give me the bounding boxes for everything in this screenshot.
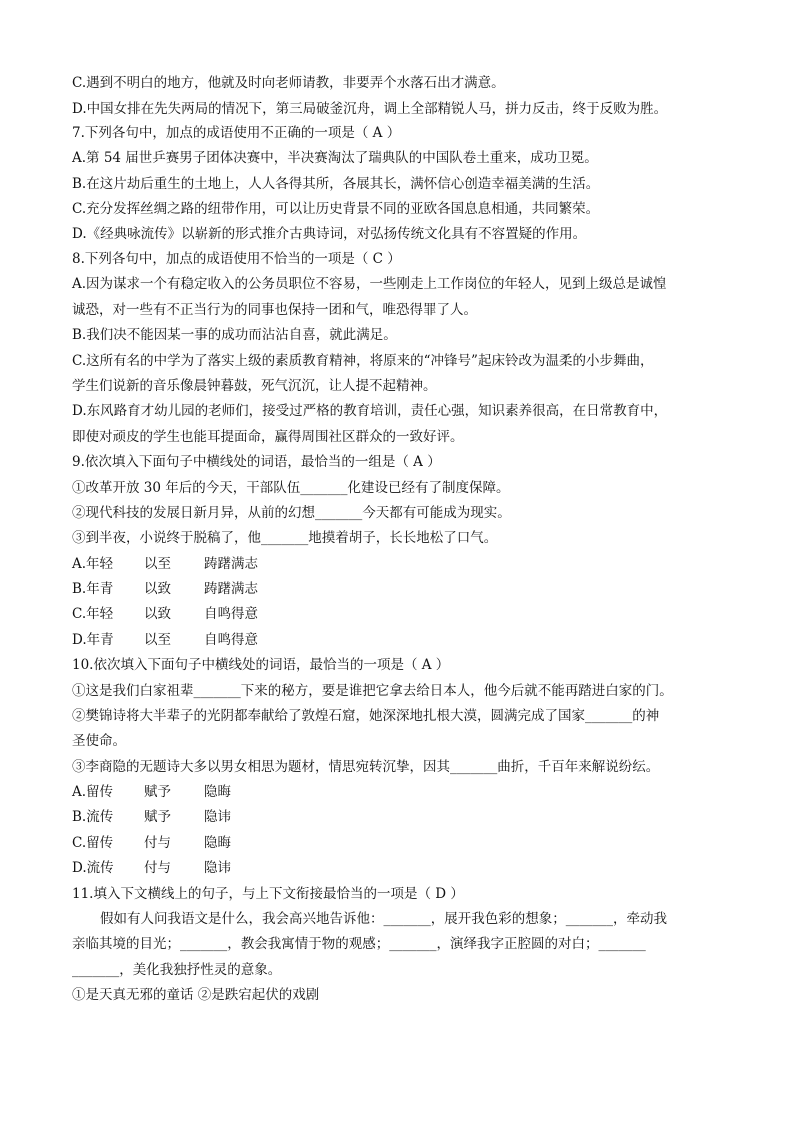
q8-stem: 8.下列各句中，加点的成语使用不恰当的一项是（ C ） — [72, 251, 401, 267]
q10-option-a — [72, 783, 732, 801]
option-word-2: 以至 — [144, 632, 171, 648]
option-word-2: 赋予 — [144, 809, 171, 825]
q11-passage-line-2: 亲临其境的目光；_______，教会我寓情于物的观感；_______，演绎我字正腔圆的对白；_______ — [72, 936, 646, 952]
option-word-2: 以至 — [144, 556, 171, 572]
option-word-1: A.留传 — [72, 784, 114, 800]
q7-option-a: A.第 54 届世乒赛男子团体决赛中，半决赛淘汰了瑞典队的中国队卷土重来，成功卫冕。 — [72, 150, 598, 166]
q7-option-c: C.充分发挥丝绸之路的纽带作用，可以让历史背景不同的亚欧各国息息相通，共同繁荣。 — [72, 201, 600, 217]
option-word-3: 自鸣得意 — [204, 606, 258, 622]
q8-option-c-cont: 学生们说新的音乐像晨钟暮鼓，死气沉沉，让人提不起精神。 — [72, 378, 437, 394]
q9-option-c — [72, 605, 732, 623]
option-word-3: 隐晦 — [204, 784, 231, 800]
option-word-3: 自鸣得意 — [204, 632, 258, 648]
option-word-1: D.年青 — [72, 632, 114, 648]
q11-passage-line-1: 假如有人问我语文是什么，我会高兴地告诉他：_______，展开我色彩的想象；_______，牵动我 — [100, 911, 667, 927]
q7-option-d: D.《经典咏流传》以崭新的形式推介古典诗词，对弘扬传统文化具有不容置疑的作用。 — [72, 226, 587, 242]
q10-option-b — [72, 808, 732, 826]
option-word-2: 付与 — [144, 835, 171, 851]
q10-sentence-2-cont: 圣使命。 — [72, 733, 126, 749]
q6-option-c: C.遇到不明白的地方，他就及时向老师请教，非要弄个水落石出才满意。 — [72, 75, 505, 91]
q7-stem: 7.下列各句中，加点的成语使用不正确的一项是（ A ） — [72, 125, 401, 141]
q7-option-b: B.在这片劫后重生的土地上，人人各得其所，各展其长，满怀信心创造幸福美满的生活。 — [72, 176, 600, 192]
option-word-1: A.年轻 — [72, 556, 114, 572]
option-word-1: C.留传 — [72, 835, 114, 851]
q11-passage-line-3: _______，美化我独抒性灵的意象。 — [72, 962, 282, 978]
q8-option-d: D.东风路育才幼儿园的老师们，接受过严格的教育培训，责任心强，知识素养很高，在日常教育中， — [72, 403, 668, 419]
option-word-3: 隐晦 — [204, 835, 231, 851]
q10-sentence-3: ③李商隐的无题诗大多以男女相思为题材，情思宛转沉挚，因其_______曲折，千百年来解说纷纭。 — [72, 759, 660, 775]
q8-option-a: A.因为谋求一个有稳定收入的公务员职位不容易，一些刚走上工作岗位的年轻人，见到上级总是诚惶 — [72, 276, 667, 292]
option-word-2: 以致 — [144, 581, 171, 597]
q10-sentence-1: ①这是我们白家祖辈_______下来的秘方，要是谁把它拿去给日本人，他今后就不能再踏进白家的门。 — [72, 683, 673, 699]
q9-sentence-3: ③到半夜，小说终于脱稿了，他_______地摸着胡子，长长地松了口气。 — [72, 530, 498, 546]
q9-option-b — [72, 580, 732, 598]
q11-stem: 11.填入下文横线上的句子，与上下文衔接最恰当的一项是（ D ） — [72, 886, 464, 902]
q10-stem: 10.依次填入下面句子中横线处的词语，最恰当的一项是（ A ） — [72, 657, 450, 673]
option-word-2: 赋予 — [144, 784, 171, 800]
q10-sentence-2: ②樊锦诗将大半辈子的光阴都奉献给了敦煌石窟，她深深地扎根大漠，圆满完成了国家_______的神 — [72, 708, 660, 724]
option-word-1: B.流传 — [72, 809, 114, 825]
q9-sentence-2: ②现代科技的发展日新月异，从前的幻想_______今天都有可能成为现实。 — [72, 505, 511, 521]
option-word-2: 以致 — [144, 606, 171, 622]
q9-option-a — [72, 555, 732, 573]
q8-option-c: C.这所有名的中学为了落实上级的素质教育精神，将原来的“冲锋号”起床铃改为温柔的小步舞曲， — [72, 353, 654, 369]
option-word-3: 踌躇满志 — [204, 581, 258, 597]
option-word-3: 隐讳 — [204, 860, 231, 876]
option-word-2: 付与 — [144, 860, 171, 876]
q9-sentence-1: ①改革开放 30 年后的今天，干部队伍_______化建设已经有了制度保障。 — [72, 480, 510, 496]
q8-option-b: B.我们决不能因某一事的成功而沾沾自喜，就此满足。 — [72, 327, 397, 343]
option-word-3: 隐讳 — [204, 809, 231, 825]
option-word-1: B.年青 — [72, 581, 114, 597]
option-word-3: 踌躇满志 — [204, 556, 258, 572]
q6-option-d: D.中国女排在先失两局的情况下，第三局破釜沉舟，调上全部精锐人马，拼力反击，终于反败为胜。 — [72, 101, 668, 117]
q8-option-a-cont: 诚恐，对一些有不正当行为的同事也保持一团和气，唯恐得罪了人。 — [72, 302, 477, 318]
q9-option-d — [72, 631, 732, 649]
q11-choices: ①是天真无邪的童话 ②是跌宕起伏的戏剧 — [72, 987, 320, 1003]
q10-option-c — [72, 834, 732, 852]
q8-option-d-cont: 即使对顽皮的学生也能耳提面命，赢得周围社区群众的一致好评。 — [72, 429, 464, 445]
option-word-1: D.流传 — [72, 860, 114, 876]
option-word-1: C.年轻 — [72, 606, 114, 622]
q10-option-d — [72, 859, 732, 877]
q9-stem: 9.依次填入下面句子中横线处的词语，最恰当的一组是（ A ） — [72, 454, 441, 470]
